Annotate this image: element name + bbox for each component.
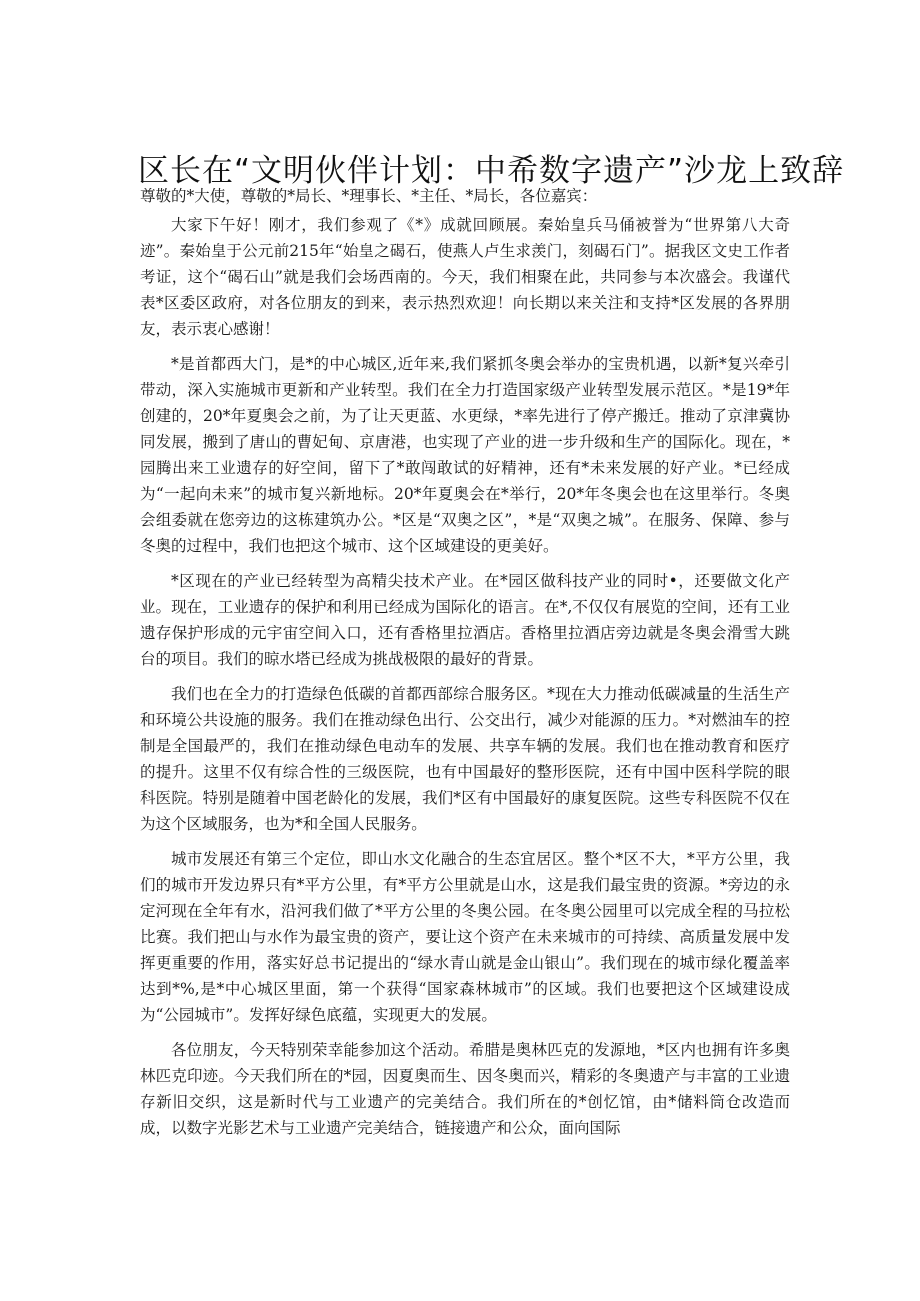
paragraph: *区现在的产业已经转型为高精尖技术产业。在*园区做科技产业的同时•，还要做文化产业。现在，工业遗存的保护和利用已经成为国际化的语言。在*,不仅仅有展览的空间，还有工业遗存保护形成的元宇宙空间入口，还有香格里拉酒店。香格里拉酒店旁边就是冬奥会滑雪大跳台的项目。我们的晾水塔已经成为挑战极限的最好的背景。 (140, 572, 790, 668)
salutation: 尊敬的*大使，尊敬的*局长、*理事长、*主任、*局长，各位嘉宾： (140, 187, 598, 205)
paragraph: 各位朋友，今天特别荣幸能参加这个活动。希腊是奥林匹克的发源地，*区内也拥有许多奥林匹克印迹。今天我们所在的*园，因夏奥而生、因冬奥而兴，精彩的冬奥遗产与丰富的工业遗存新旧交织，这是新时代与工业遗产的完美结合。我们所在的*创忆馆，由*储料筒仓改造而成，以数字光影艺术与工业遗产完美结合，链接遗产和公众，面向国际 (140, 1041, 790, 1137)
paragraph: 大家下午好！刚才，我们参观了《*》成就回顾展。秦始皇兵马俑被誉为“世界第八大奇迹”。秦始皇于公元前215年“始皇之碣石，使燕人卢生求羡门，刻碣石门”。据我区文史工作者考证，这个“碣石山”就是我们会场西南的。今天，我们相聚在此，共同参与本次盛会。我谨代表*区委区政府，对各位朋友的到来，表示热烈欢迎！向长期以来关注和支持*区发展的各界朋友，表示衷心感谢！ (140, 216, 790, 338)
paragraph: 我们也在全力的打造绿色低碳的首都西部综合服务区。*现在大力推动低碳减量的生活生产和环境公共设施的服务。我们在推动绿色出行、公交出行，减少对能源的压力。*对燃油车的控制是全国最严的，我们在推动绿色电动车的发展、共享车辆的发展。我们也在推动教育和医疗的提升。这里不仅有综合性的三级医院，也有中国最好的整形医院，还有中国中医科学院的眼科医院。特别是随着中国老龄化的发展，我们*区有中国最好的康复医院。这些专科医院不仅在为这个区域服务，也为*和全国人民服务。 (140, 685, 790, 833)
document-body (140, 212, 790, 1150)
document-title: 区长在“文明伙伴计划：中希数字遗产”沙龙上致辞 (138, 152, 845, 189)
paragraph: 城市发展还有第三个定位，即山水文化融合的生态宜居区。整个*区不大，*平方公里，我们的城市开发边界只有*平方公里，有*平方公里就是山水，这是我们最宝贵的资源。*旁边的永定河现在全年有水，沿河我们做了*平方公里的冬奥公园。在冬奥公园里可以完成全程的马拉松比赛。我们把山与水作为最宝贵的资产，要让这个资产在未来城市的可持续、高质量发展中发挥更重要的作用，落实好总书记提出的“绿水青山就是金山银山”。我们现在的城市绿化覆盖率达到*%,是*中心城区里面，第一个获得“国家森林城市”的区域。我们也要把这个区域建设成为“公园城市”。发挥好绿色底蕴，实现更大的发展。 (140, 850, 790, 1024)
paragraph: *是首都西大门，是*的中心城区,近年来,我们紧抓冬奥会举办的宝贵机遇，以新*复兴牵引带动，深入实施城市更新和产业转型。我们在全力打造国家级产业转型发展示范区。*是19*年创建的，20*年夏奥会之前，为了让天更蓝、水更绿，*率先进行了停产搬迁。推动了京津冀协同发展，搬到了唐山的曹妃甸、京唐港，也实现了产业的进一步升级和生产的国际化。现在，*园腾出来工业遗存的好空间，留下了*敢闯敢试的好精神，还有*未来发展的好产业。*已经成为“一起向未来”的城市复兴新地标。20*年夏奥会在*举行，20*年冬奥会也在这里举行。冬奥会组委就在您旁边的这栋建筑办公。*区是“双奥之区”，*是“双奥之城”。在服务、保障、参与冬奥的过程中，我们也把这个城市、这个区域建设的更美好。 (140, 355, 790, 555)
